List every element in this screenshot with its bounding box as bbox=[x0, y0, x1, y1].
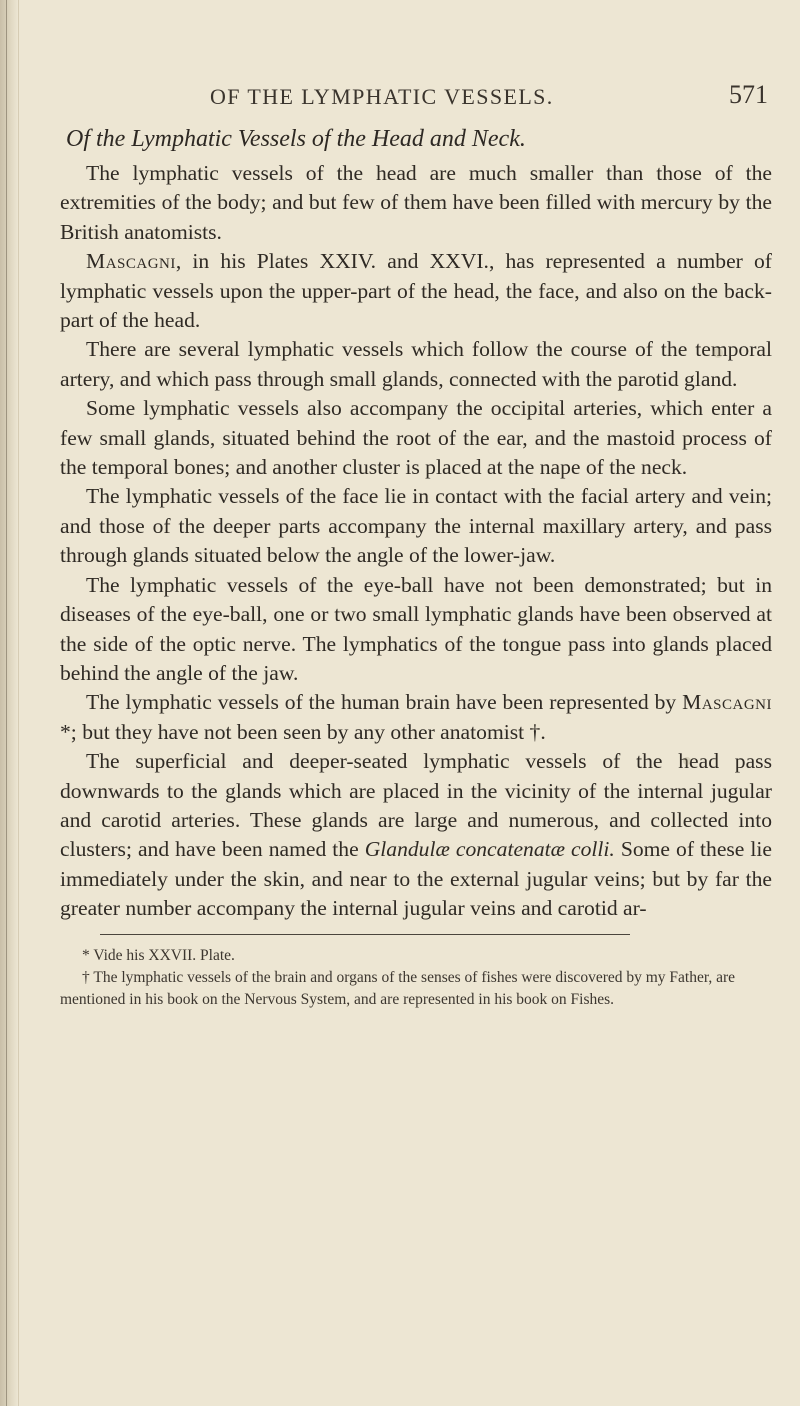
running-head bbox=[60, 76, 772, 116]
binding-edge bbox=[0, 0, 19, 1406]
paper-stain bbox=[713, 348, 723, 358]
paragraph-7 bbox=[60, 688, 772, 747]
paragraph-7-mid: *; but they have not been seen by any other anatomist bbox=[60, 719, 530, 744]
paragraph-8-start: The superficial and deeper-seated lymphatic vessels of the head pass downwards to the glands which are placed in the vicinity of the internal jugular and carotid arteries. These glands are large and numerous, and collected into clusters; and have been named the bbox=[60, 749, 772, 862]
paragraph-5: The lymphatic vessels of the face lie in contact with the facial artery and vein; and those of the deeper parts accompany the internal maxillary artery, and pass through glands situated below the angle of the lower-jaw. bbox=[60, 484, 772, 568]
paragraph-4: Some lymphatic vessels also accompany the occipital arteries, which enter a few small glands, situated behind the root of the ear, and the mastoid process of the temporal bones; and another cluster is placed at the nape of the neck. bbox=[60, 396, 772, 480]
body-text bbox=[60, 159, 772, 924]
paragraph-2-text: , in his Plates XXIV. and XXVI., has represented a number of lymphatic vessels upon the upper-part of the head, the face, and also on the back-part of the head. bbox=[60, 249, 772, 333]
binding-line bbox=[6, 0, 7, 1406]
footnote-rule bbox=[100, 934, 630, 935]
latin-term: Glandulæ concatenatæ colli. bbox=[364, 837, 615, 862]
page-number: 571 bbox=[729, 80, 768, 109]
book-page bbox=[60, 76, 772, 1011]
paper-stain bbox=[683, 757, 691, 765]
author-name: Mascagni bbox=[682, 690, 772, 715]
paragraph-2 bbox=[60, 247, 772, 335]
author-name: Mascagni bbox=[86, 249, 176, 274]
paragraph-6: The lymphatic vessels of the eye-ball have not been demonstrated; but in diseases of the eye-ball, one or two small lymphatic glands have been observed at the side of the optic nerve. The lymphatics of the tongue pass into glands placed behind the angle of the jaw. bbox=[60, 572, 772, 685]
running-title: OF THE LYMPHATIC VESSELS. bbox=[210, 84, 554, 109]
footnotes bbox=[60, 945, 772, 1011]
footnote-1: * Vide his XXVII. Plate. bbox=[82, 946, 235, 964]
paragraph-8-end: Some of these lie immediately under the skin, and near to the external jugular veins; but by far the greater number accompany the internal jugular veins and carotid ar- bbox=[60, 837, 772, 921]
section-heading: Of the Lymphatic Vessels of the Head and Neck. bbox=[66, 126, 526, 152]
paragraph-7-start: The lymphatic vessels of the human brain have been represented by bbox=[86, 690, 683, 715]
paragraph-3: There are several lymphatic vessels which follow the course of the temporal artery, and which pass through small glands, connected with the parotid gland. bbox=[60, 337, 772, 391]
footnote-dagger-ref: †. bbox=[529, 719, 546, 744]
paragraph-8 bbox=[60, 747, 772, 923]
footnote-2: † The lymphatic vessels of the brain and organs of the senses of fishes were discovered by my Father, are mentioned in his book on the Nervous System, and are represented in his book on Fishes. bbox=[60, 968, 736, 1008]
paragraph-1: The lymphatic vessels of the head are much smaller than those of the extremities of the body; and but few of them have been filled with mercury by the British anatomists. bbox=[60, 161, 772, 244]
